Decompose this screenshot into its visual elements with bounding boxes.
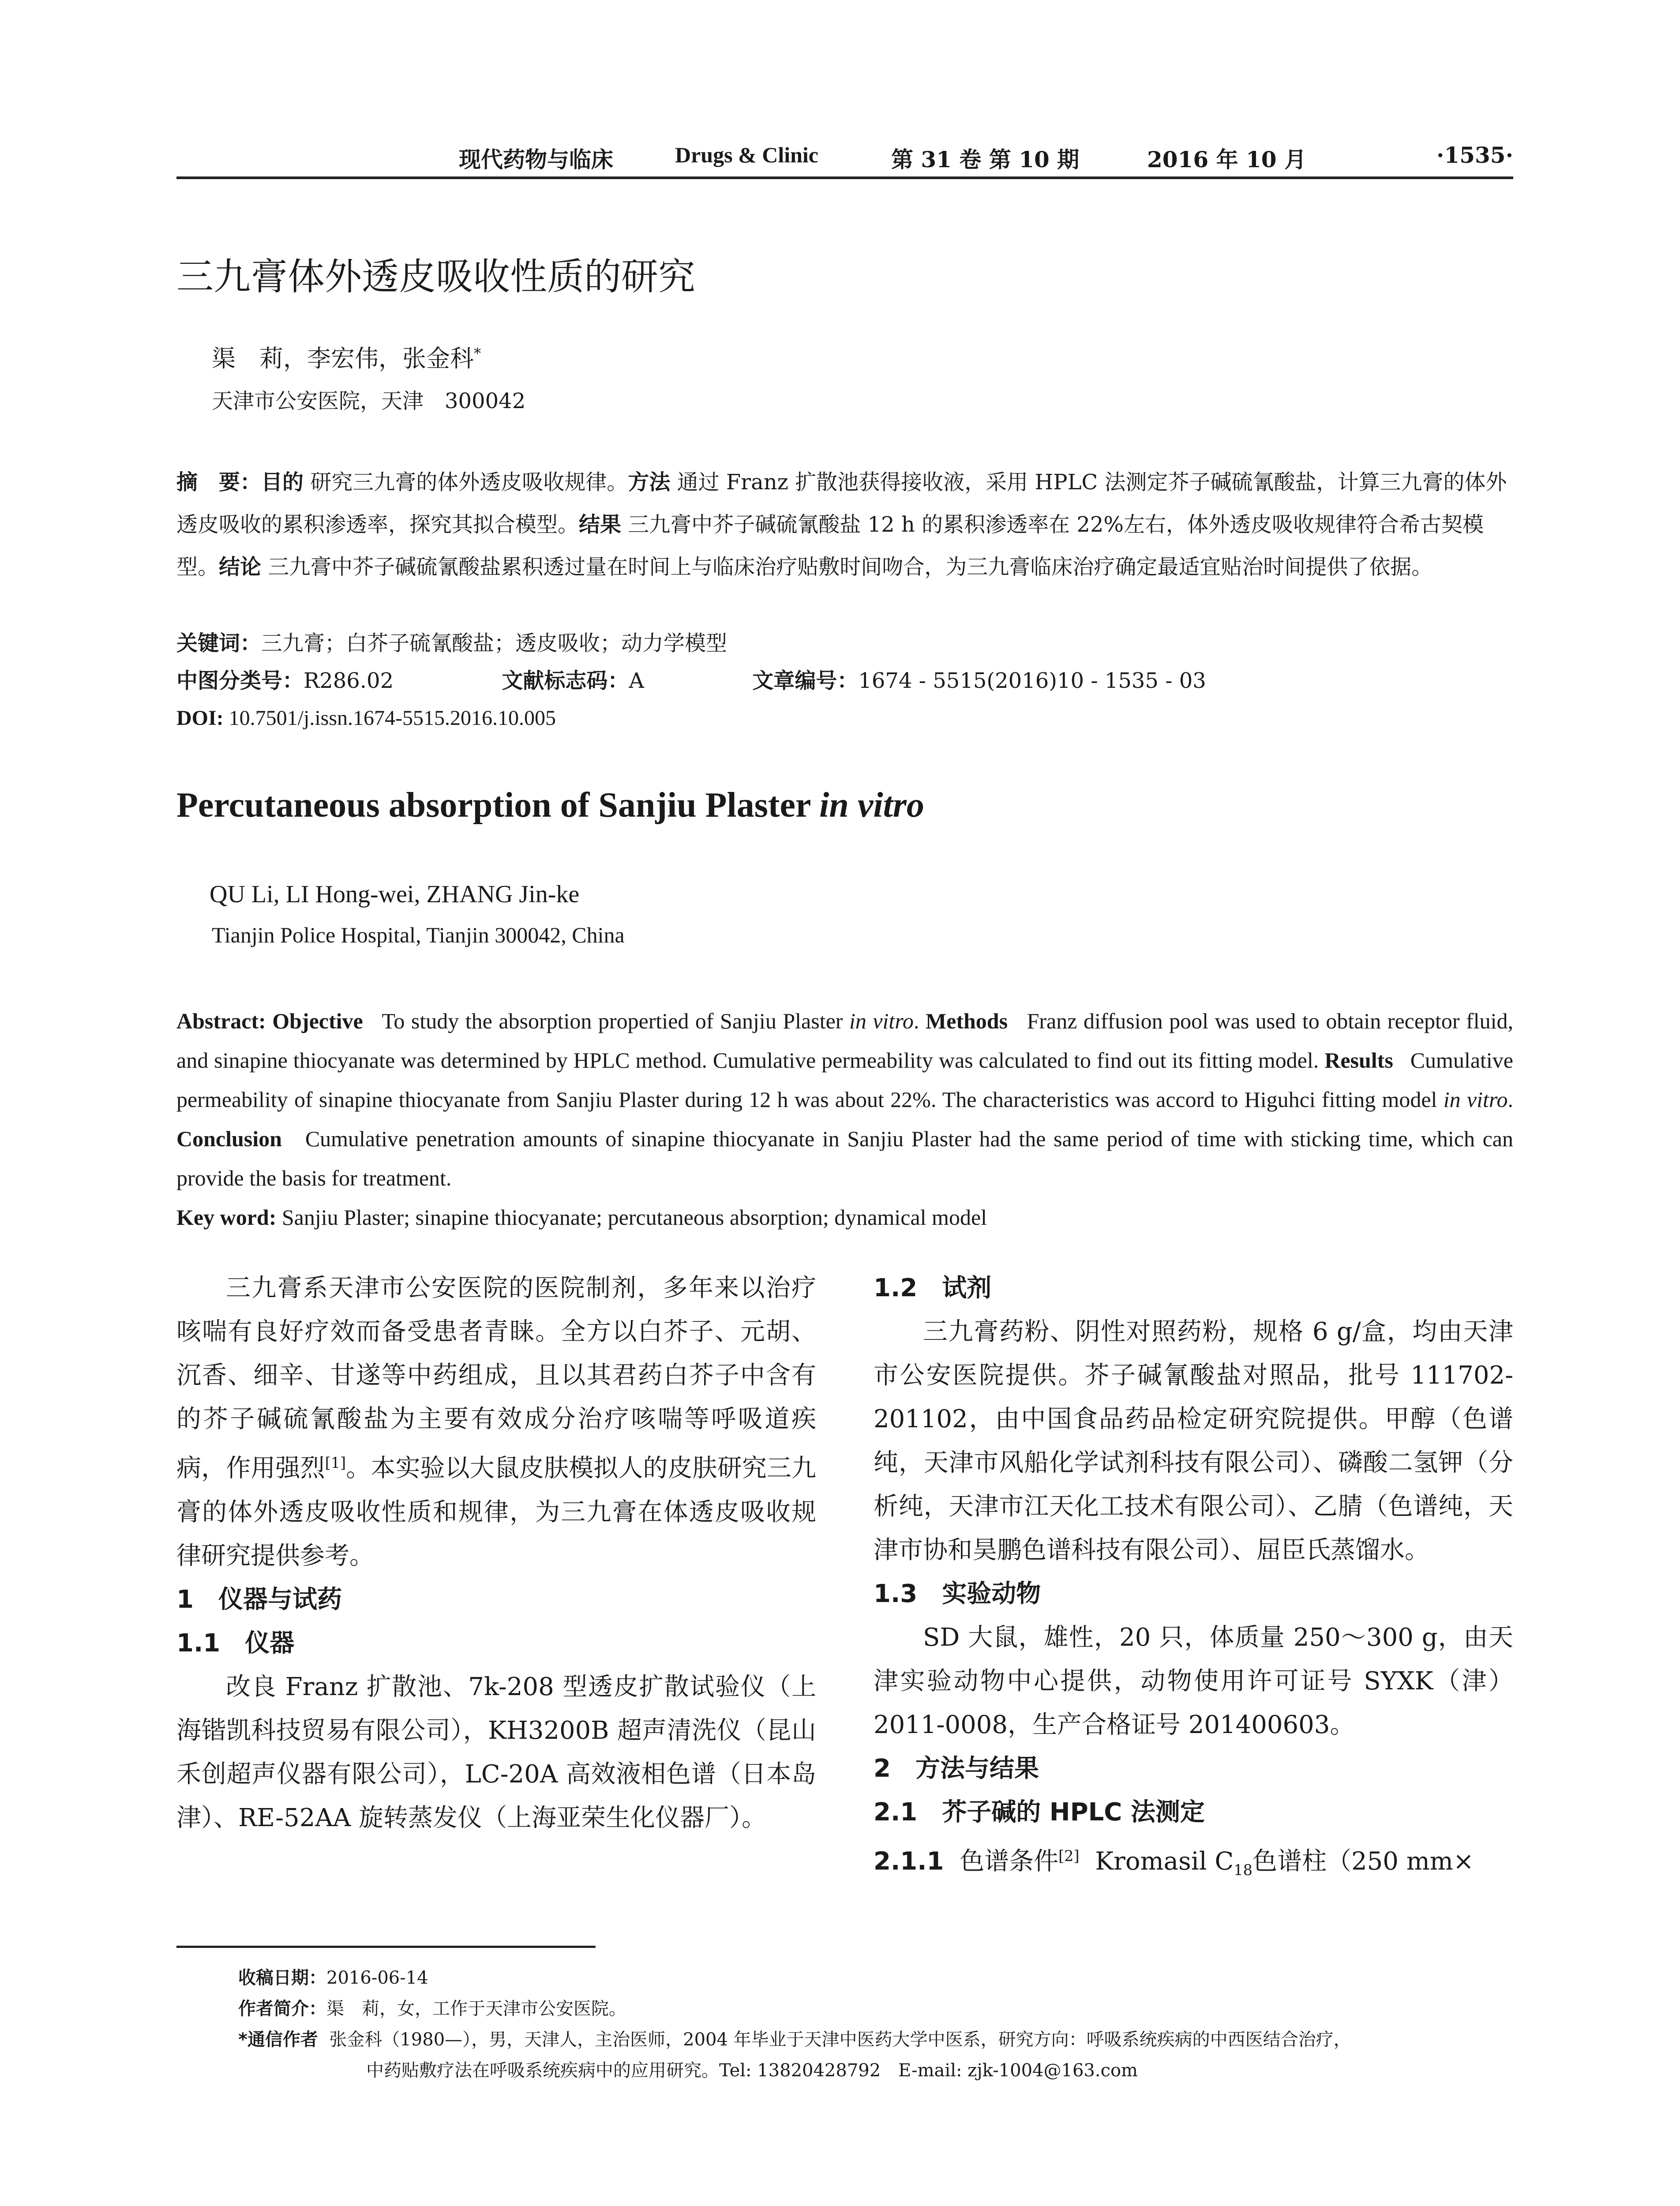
- intro-ref: [1]: [325, 1454, 346, 1471]
- abstract-cn: [176, 461, 1513, 588]
- abstract-cn-objective: 研究三九膏的体外透皮吸收规律。: [310, 470, 628, 495]
- running-header: [176, 132, 1513, 179]
- reagents-paragraph: 三九膏药粉、阴性对照药粉，规格 6 g/盒，均由天津市公安医院提供。芥子碱氰酸盐对照品，批号 111702-201102，由中国食品药品检定研究院提供。甲醇（色谱纯，天津市风船化学试剂科技有限公司）、磷酸二氢钾（分析纯，天津市江天化工技术有限公司）、乙腈（色谱纯，天津市协和昊鹏色谱科技有限公司）、屈臣氏蒸馏水。: [874, 1317, 1513, 1564]
- abstract-en-methods: Franz diffusion pool was used to obtain receptor fluid, and sinapine thiocyanate was determined by HPLC method. Cumulative permeability was calculated to find out its fitting model.: [176, 1009, 1514, 1073]
- intro-text-a: 三九膏系天津市公安医院的医院制剂，多年来以治疗咳喘有良好疗效而备受患者青睐。全方以白芥子、元胡、沉香、细辛、甘遂等中药组成，且以其君药白芥子中含有的芥子碱硫氰酸盐为主要有效成分治疗咳喘等呼吸道疾病，作用强烈: [176, 1274, 816, 1483]
- affiliation-en: Tianjin Police Hospital, Tianjin 300042, China: [212, 923, 625, 947]
- abstract-en: Abstract: Objective To study the absorption propertied of Sanjiu Plaster in vitro. Methods Franz diffusion pool was used to obtain receptor fluid, and sinapine thiocyanate was determined by HPLC method. Cumulative permeability was calculated to find out its fitting model. Results Cumulative permeability of sinapine thiocyanate from Sanjiu Plaster during 12 h was about 22%. The characteristics was accord to Higuhci fitting model in vitro. Conclusion Cumulative penetration amounts of sinapine thiocyanate in Sanjiu Plaster had the same period of time with sticking time, which can provide the basis for treatment.: [176, 1009, 1514, 1190]
- keywords-cn-text: 三九膏；白芥子硫氰酸盐；透皮吸收；动力学模型: [261, 631, 728, 656]
- footnote-rule: [176, 1946, 596, 1948]
- issue-date: 2016 年 10 月: [1147, 146, 1306, 173]
- doi-value: 10.7501/j.issn.1674-5515.2016.10.005: [229, 706, 556, 730]
- abstract-cn-methods: 通过 Franz 扩散池获得接收液，采用 HPLC 法测定芥子碱硫氰酸盐，计算三九膏的体外透皮吸收的累积渗透率，探究其拟合模型。: [176, 470, 1507, 537]
- article-number-label: 文章编号：: [752, 668, 859, 693]
- section-heading-1: 1 仪器与试药: [176, 1585, 342, 1614]
- keywords-en-label: Key word:: [176, 1205, 277, 1230]
- abstract-en-label: Abstract:: [176, 1009, 266, 1033]
- abstract-en-objective-label: Objective: [272, 1009, 363, 1033]
- clc-label: 中图分类号：: [176, 668, 304, 693]
- doc-code-label: 文献标志码：: [502, 668, 629, 693]
- body-left-column: [176, 1266, 816, 1840]
- section-heading-1-2: 1.2 试剂: [874, 1274, 992, 1302]
- footnote-author-bio: [238, 1994, 626, 2023]
- received-label: 收稿日期：: [238, 1968, 326, 1988]
- journal-name-en: Drugs & Clinic: [675, 143, 818, 167]
- author-bio-label: 作者简介：: [238, 1999, 326, 2019]
- article-number-value: 1674 - 5515(2016)10 - 1535 - 03: [858, 668, 1206, 693]
- column-spec: 色谱柱（250 mm×: [1252, 1847, 1474, 1876]
- title-en-italic: in vitro: [819, 786, 924, 825]
- abstract-en-objective: To study the absorption propertied of Sanjiu Plaster: [382, 1009, 843, 1033]
- abstract-en-results: Cumulative permeability of sinapine thiocyanate from Sanjiu Plaster during 12 h was about 22%. The characteristics was accord to Higuhci fitting model: [176, 1048, 1514, 1112]
- affiliation-cn: 天津市公安医院，天津 300042: [212, 389, 526, 413]
- footnote-corresponding-cont: 中药贴敷疗法在呼吸系统疾病中的应用研究。Tel: 13820428792 E-mail: zjk-1004@163.com: [366, 2060, 1138, 2081]
- authors-en: QU Li, LI Hong-wei, ZHANG Jin-ke: [210, 881, 580, 908]
- received-date: 2016-06-14: [326, 1968, 428, 1988]
- abstract-cn-results-label: 结果: [579, 512, 622, 537]
- section-heading-2-1: 2.1 芥子碱的 HPLC 法测定: [874, 1798, 1205, 1827]
- footnote-received: [238, 1963, 428, 1992]
- chrom-conditions-ref: [2]: [1058, 1847, 1080, 1865]
- doi-label: DOI:: [176, 706, 224, 730]
- corresponding-label: *通信作者: [238, 2030, 318, 2050]
- keywords-en: [176, 1198, 1513, 1237]
- title-en-main: Percutaneous absorption of Sanjiu Plaster: [176, 786, 811, 825]
- journal-name-cn: 现代药物与临床: [459, 146, 613, 173]
- abstract-en-conclusion: Cumulative penetration amounts of sinapine thiocyanate in Sanjiu Plaster had the same period of time with sticking time, which can provide the basis for treatment.: [176, 1126, 1513, 1190]
- doi-line: [176, 697, 1513, 739]
- keywords-en-text: Sanjiu Plaster; sinapine thiocyanate; percutaneous absorption; dynamical model: [281, 1205, 987, 1230]
- abstract-cn-objective-label: 目的: [261, 470, 304, 495]
- keywords-cn-label: 关键词：: [176, 631, 262, 656]
- abstract-en-results-italic: in vitro: [1443, 1087, 1508, 1112]
- abstract-cn-methods-label: 方法: [628, 470, 671, 495]
- title-cn: 三九膏体外透皮吸收性质的研究: [176, 255, 696, 298]
- authors-cn-names: 渠 莉，李宏伟，张金科: [212, 345, 474, 372]
- body-right-column: [874, 1266, 1513, 1892]
- intro-paragraph: [176, 1266, 816, 1578]
- section-heading-1-1: 1.1 仪器: [176, 1628, 295, 1658]
- section-heading-2-1-1: 2.1.1: [874, 1847, 944, 1876]
- abstract-cn-label: 摘 要：: [176, 470, 262, 495]
- clc-value: R286.02: [304, 668, 394, 693]
- abstract-en-conclusion-label: Conclusion: [176, 1126, 282, 1151]
- corresponding-mark: *: [474, 345, 481, 362]
- corresponding-text-1: 张金科（1980—），男，天津人，主治医师，2004 年毕业于天津中医药大学中医系，研究方向：呼吸系统疾病的中西医结合治疗，: [329, 2030, 1351, 2050]
- instruments-paragraph: 改良 Franz 扩散池、7k-208 型透皮扩散试验仪（上海锴凯科技贸易有限公司），KH3200B 超声清洗仪（昆山禾创超声仪器有限公司），LC-20A 高效液相色谱（日本岛津）、RE-52AA 旋转蒸发仪（上海亚荣生化仪器厂）。: [176, 1672, 816, 1832]
- abstract-en-methods-label: Methods: [925, 1009, 1008, 1033]
- classification-line: [176, 660, 1513, 702]
- abstract-en-objective-italic: in vitro: [849, 1009, 914, 1033]
- title-en: [176, 785, 924, 825]
- column-subscript: 18: [1234, 1861, 1252, 1879]
- intro-text-b: 。本实验以大鼠皮肤模拟人的皮肤研究三九膏的体外透皮吸收性质和规律，为三九膏在体透皮吸收规律研究提供参考。: [176, 1454, 817, 1570]
- authors-cn: [212, 340, 481, 374]
- page-number: ·1535·: [1436, 142, 1513, 168]
- footnote-corresponding: [238, 2025, 1351, 2054]
- chrom-conditions-text: 色谱条件: [960, 1847, 1059, 1876]
- animals-paragraph: SD 大鼠，雄性，20 只，体质量 250～300 g，由天津实验动物中心提供，动物使用许可证号 SYXK（津）2011-0008，生产合格证号 201400603。: [874, 1623, 1513, 1739]
- doc-code-value: A: [629, 668, 645, 693]
- author-bio-text: 渠 莉，女，工作于天津市公安医院。: [326, 1999, 626, 2019]
- keywords-cn: [176, 622, 1513, 664]
- column-name: Kromasil C: [1095, 1847, 1234, 1876]
- abstract-cn-results: 三九膏中芥子碱硫氰酸盐 12 h 的累积渗透率在 22%左右，体外透皮吸收规律符合希古契模型。: [176, 512, 1484, 579]
- abstract-cn-conclusion: 三九膏中芥子碱硫氰酸盐累积透过量在时间上与临床治疗贴敷时间吻合，为三九膏临床治疗确定最适宜贴治时间提供了依据。: [268, 555, 1433, 579]
- section-heading-2: 2 方法与结果: [874, 1754, 1039, 1783]
- section-heading-1-3: 1.3 实验动物: [874, 1579, 1041, 1608]
- abstract-cn-conclusion-label: 结论: [219, 555, 262, 579]
- chromatography-conditions-line: [874, 1834, 1513, 1892]
- volume-issue: 第 31 卷 第 10 期: [891, 146, 1080, 173]
- abstract-en-results-label: Results: [1324, 1048, 1393, 1073]
